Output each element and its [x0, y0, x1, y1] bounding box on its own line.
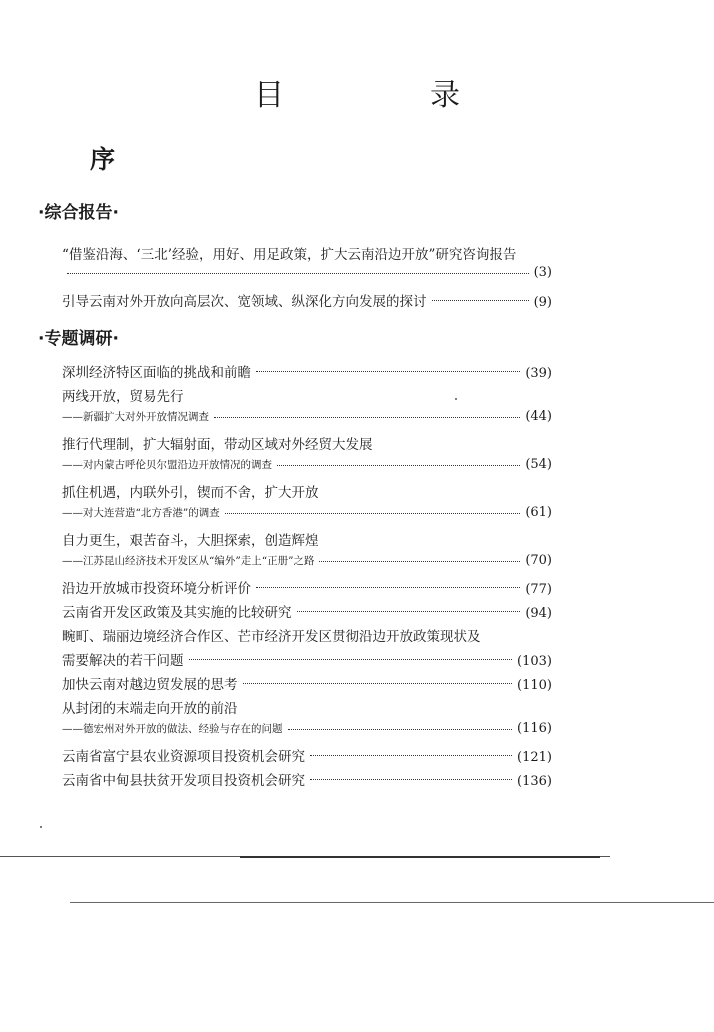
entry-page: (70) [525, 553, 552, 568]
leader-dots [225, 512, 521, 514]
scan-speck [455, 398, 457, 400]
toc-entry [62, 290, 552, 310]
entry-subtitle: ——江苏昆山经济技术开发区从“编外”走上“正册”之路 [62, 555, 315, 567]
entry-page: (103) [517, 654, 552, 669]
scan-artifact-line [240, 856, 600, 858]
leader-dots [256, 586, 520, 588]
toc-entry: 推行代理制，扩大辐射面，带动区域对外经贸大发展 [62, 437, 373, 453]
preface-heading: 序 [90, 145, 116, 174]
entry-subtitle: ——新疆扩大对外开放情况调查 [62, 411, 209, 423]
toc-entry: 抓住机遇，内联外引，锲而不舍，扩大开放 [62, 485, 319, 501]
toc-entry: 两线开放，贸易先行 [62, 389, 184, 405]
entry-title: 深圳经济特区面临的挑战和前瞻 [62, 365, 251, 381]
page-title: 目 录 [254, 78, 518, 113]
entry-page: (136) [517, 774, 552, 789]
entry-subtitle: ——对大连营造“北方香港”的调查 [62, 507, 220, 519]
toc-entry [62, 553, 552, 568]
leader-dots [310, 754, 512, 756]
entry-title: 云南省富宁县农业资源项目投资机会研究 [62, 749, 305, 765]
toc-entry: “借鉴沿海、‘三北’经验，用好、用足政策，扩大云南沿边开放”研究咨询报告 [62, 247, 517, 263]
leader-dots [310, 778, 512, 780]
entry-title: 需要解决的若干问题 [62, 653, 184, 669]
leader-dots [189, 658, 513, 660]
scan-artifact-line [70, 902, 714, 903]
toc-entry [62, 769, 552, 789]
entry-page: (116) [517, 721, 552, 736]
toc-entry [62, 505, 552, 520]
entry-subtitle: ——对内蒙古呼伦贝尔盟沿边开放情况的调查 [62, 459, 272, 471]
toc-entry [62, 745, 552, 765]
section-heading-summary: ·综合报告· [38, 203, 119, 223]
toc-entry [62, 721, 552, 736]
entry-title: 加快云南对越边贸发展的思考 [62, 677, 238, 693]
toc-entry [62, 577, 552, 597]
entry-page: (61) [525, 505, 552, 520]
toc-entry: 自力更生，艰苦奋斗，大胆探索，创造辉煌 [62, 533, 319, 549]
leader-dots [297, 610, 521, 612]
toc-entry [62, 361, 552, 381]
leader-dots [319, 560, 520, 562]
toc-entry: 畹町、瑞丽边境经济合作区、芒市经济开发区贯彻沿边开放政策现状及 [62, 629, 481, 645]
entry-page: (121) [517, 750, 552, 765]
entry-subtitle: ——德宏州对外开放的做法、经验与存在的问题 [62, 723, 283, 735]
toc-entry [62, 265, 552, 280]
leader-dots [214, 416, 520, 418]
leader-dots [288, 728, 513, 730]
entry-page: (44) [525, 409, 552, 424]
entry-page: (77) [525, 582, 552, 597]
entry-page: (110) [517, 678, 552, 693]
leader-dots [432, 299, 529, 301]
leader-dots [67, 272, 529, 274]
entry-page: (94) [525, 606, 552, 621]
leader-dots [277, 464, 520, 466]
entry-page: (54) [525, 457, 552, 472]
entry-title: 云南省开发区政策及其实施的比较研究 [62, 605, 292, 621]
toc-entry [62, 673, 552, 693]
toc-entry [62, 601, 552, 621]
toc-entry [62, 649, 552, 669]
scan-speck [40, 826, 42, 828]
leader-dots [243, 682, 513, 684]
section-heading-research: ·专题调研· [38, 329, 119, 349]
entry-title: 云南省中甸县扶贫开发项目投资机会研究 [62, 773, 305, 789]
entry-page: (39) [525, 366, 552, 381]
entry-title: 引导云南对外开放向高层次、宽领域、纵深化方向发展的探讨 [62, 294, 427, 310]
toc-entry [62, 409, 552, 424]
toc-entry [62, 457, 552, 472]
entry-page: (9) [533, 295, 552, 310]
toc-entry: 从封闭的末端走向开放的前沿 [62, 701, 238, 717]
entry-page: (3) [533, 265, 552, 280]
leader-dots [256, 370, 520, 372]
entry-title: 沿边开放城市投资环境分析评价 [62, 581, 251, 597]
